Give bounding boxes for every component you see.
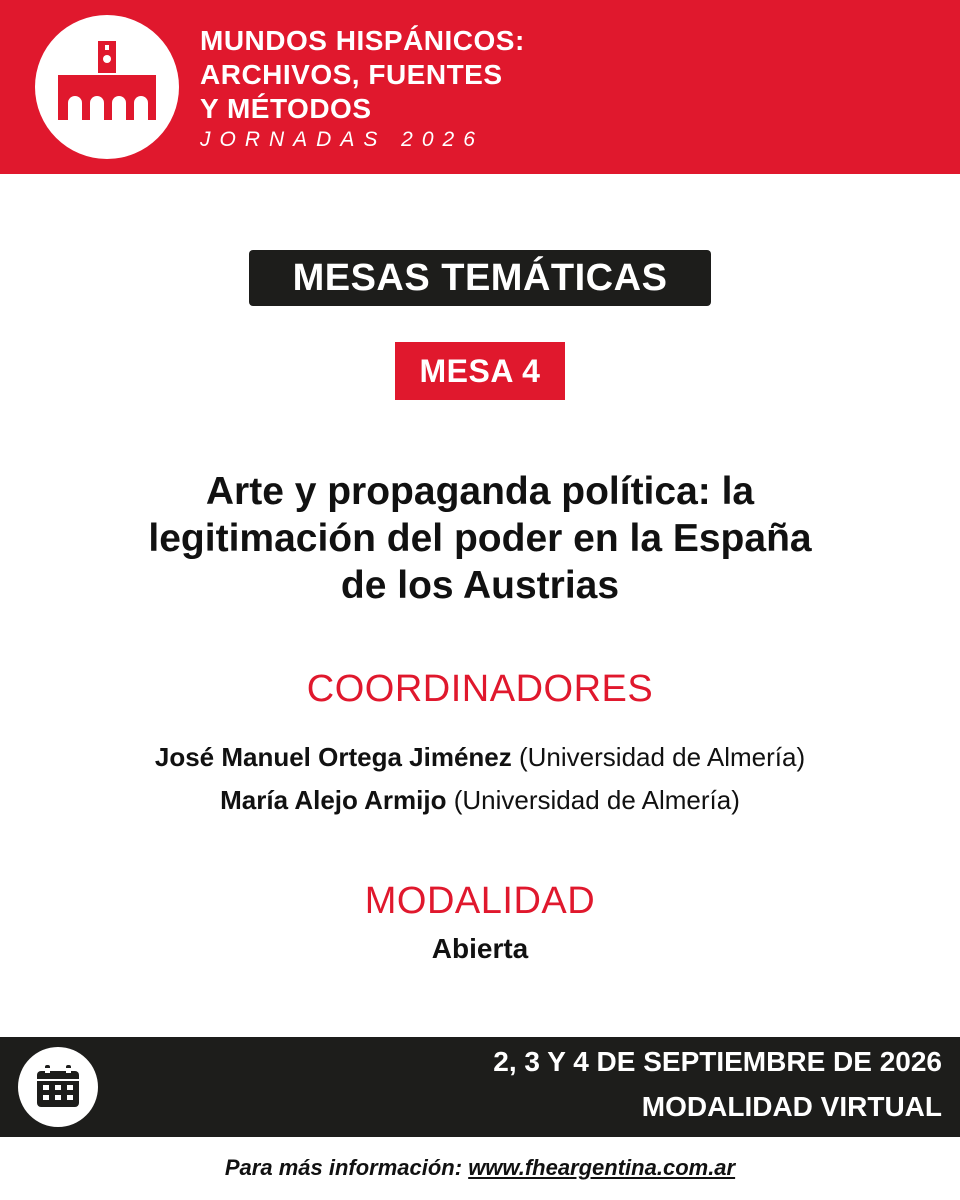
coordinator-row (0, 742, 960, 773)
coordinator-name: José Manuel Ortega Jiménez (154, 742, 512, 772)
mesa-title (40, 468, 920, 609)
more-info-label: Para más información: (224, 1155, 463, 1180)
mesa-title-line: de los Austrias (340, 564, 620, 607)
event-title (200, 24, 620, 126)
coordinator-name: María Alejo Armijo (220, 785, 447, 815)
website-link[interactable]: www.fheargentina.com.ar (468, 1155, 736, 1180)
modality-heading: MODALIDAD (364, 880, 596, 922)
coordinators-heading: COORDINADORES (306, 668, 654, 710)
coordinator-row (0, 785, 960, 816)
event-title-line: ARCHIVOS, FUENTES (200, 59, 503, 90)
event-dates: 2, 3 Y 4 DE SEPTIEMBRE DE 2026 (493, 1046, 942, 1077)
event-subtitle: JORNADAS 2026 (200, 128, 484, 151)
event-title-line: MUNDOS HISPÁNICOS: (200, 25, 525, 56)
more-info (0, 1155, 960, 1181)
calendar-icon (18, 1047, 98, 1127)
mesa-title-line: legitimación del poder en la España (148, 517, 812, 560)
event-mode: MODALIDAD VIRTUAL (641, 1091, 942, 1122)
modality-value: Abierta (431, 933, 529, 964)
coordinator-affiliation: (Universidad de Almería) (519, 742, 806, 772)
building-logo-icon (35, 15, 179, 159)
header-banner (0, 0, 960, 174)
section-label: MESAS TEMÁTICAS (249, 250, 711, 306)
calendar-badge (18, 1047, 98, 1127)
mesa-title-line: Arte y propaganda política: la (205, 470, 755, 513)
mesa-label: MESA 4 (395, 342, 565, 400)
logo (35, 15, 179, 159)
coordinator-affiliation: (Universidad de Almería) (453, 785, 740, 815)
event-title-line: Y MÉTODOS (200, 93, 372, 124)
